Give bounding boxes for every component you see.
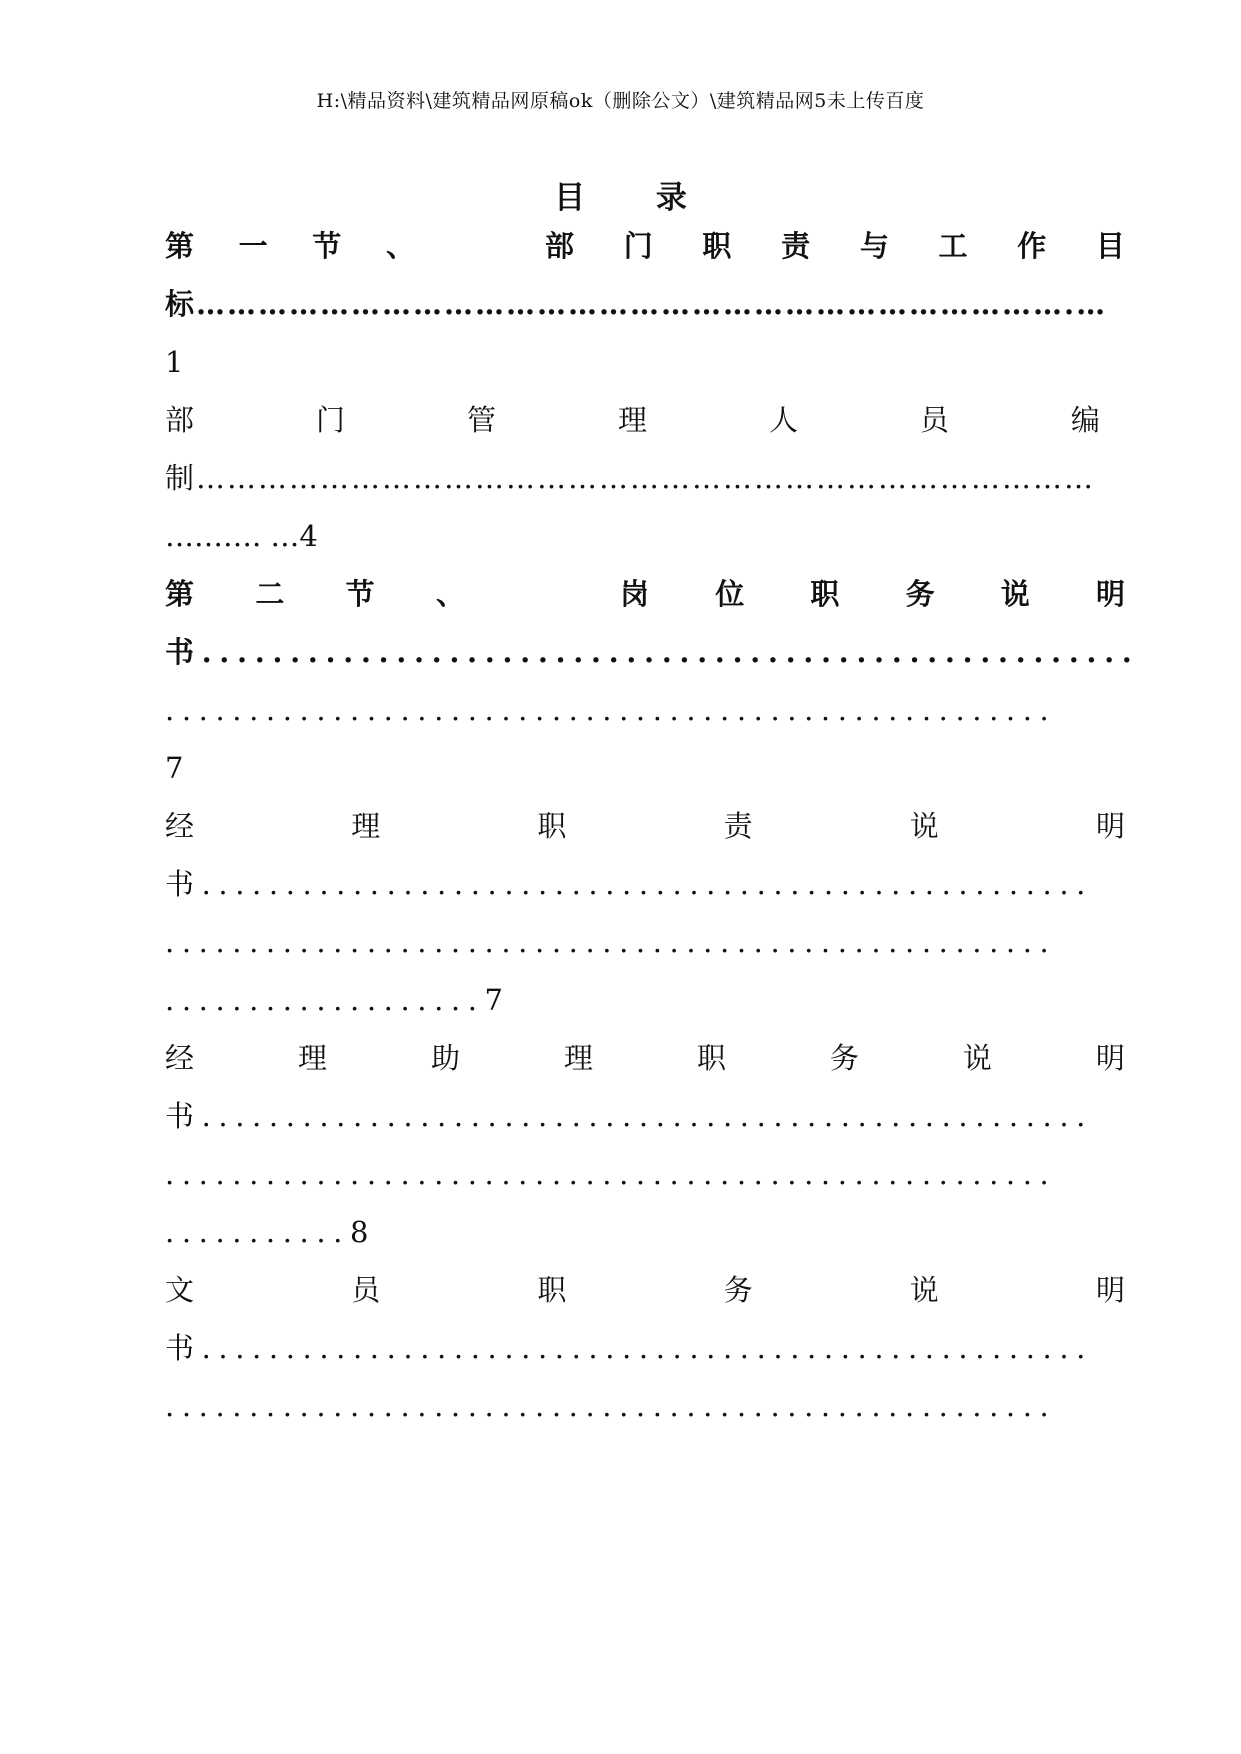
toc-char: 文: [165, 1273, 195, 1307]
toc-char: 目: [1095, 229, 1125, 263]
toc-char: 说: [962, 1041, 992, 1075]
toc-entry-4-line-1[interactable]: [165, 1270, 1165, 1310]
toc-section-2-line-3: [165, 690, 1165, 730]
toc-char: 管: [466, 403, 496, 437]
toc-leader-page: ...........8: [165, 1215, 377, 1249]
toc-char: 说: [909, 1273, 939, 1307]
toc-leader: 书.....................................................: [165, 1331, 1093, 1365]
toc-leader: 书.....................................................: [165, 867, 1093, 901]
page-title: 目 录: [554, 180, 717, 216]
toc-entry-1-line-1[interactable]: [165, 400, 1165, 440]
toc-char: 明: [1095, 809, 1125, 843]
toc-char: 责: [723, 809, 753, 843]
toc-entry-1-line-2: [165, 458, 1165, 498]
toc-char: 节: [345, 577, 375, 611]
toc-char: 明: [1095, 1273, 1125, 1307]
toc-char: 理: [351, 809, 381, 843]
toc-section-2-line-1[interactable]: [165, 574, 1165, 614]
toc-char: 节: [312, 229, 342, 263]
toc-leader: 书.....................................................: [165, 635, 1140, 669]
toc-entry-3-line-4: [165, 1212, 1165, 1252]
toc-leader: .....................................................: [165, 693, 1057, 727]
toc-char: 第: [165, 229, 195, 263]
toc-leader: .....................................................: [165, 925, 1057, 959]
toc-leader-page: ...................7: [165, 983, 511, 1017]
toc-char: 经: [165, 809, 195, 843]
toc-char: 说: [1000, 577, 1030, 611]
toc-char: 二: [255, 577, 285, 611]
toc-char: 门: [623, 229, 653, 263]
toc-char: 门: [315, 403, 345, 437]
toc-leader: 标………………………………………………………………………….…: [165, 287, 1108, 321]
toc-char: 、: [385, 229, 415, 263]
toc-entry-4-line-2: [165, 1328, 1165, 1368]
toc-section-1-line-1[interactable]: [165, 226, 1165, 266]
toc-char: 明: [1095, 1041, 1125, 1075]
toc-leader: .....................................................: [165, 1157, 1057, 1191]
toc-char: 职: [702, 229, 732, 263]
toc-char: 岗: [620, 577, 650, 611]
toc-section-2-page: 7: [165, 751, 184, 785]
toc-entry-2-line-4: [165, 980, 1165, 1020]
toc-entry-1-line-3: [165, 516, 1165, 556]
toc-char: 一: [238, 229, 268, 263]
toc-char: 部: [165, 403, 195, 437]
toc-section-1-page: 1: [165, 345, 184, 379]
toc-char: 员: [351, 1273, 381, 1307]
toc-char: 职: [537, 809, 567, 843]
toc-entry-3-line-3: [165, 1154, 1165, 1194]
toc-entry-2-line-1[interactable]: [165, 806, 1165, 846]
toc-char: 务: [829, 1041, 859, 1075]
toc-char: 职: [537, 1273, 567, 1307]
toc-char: 助: [430, 1041, 460, 1075]
toc-entry-4-line-3: [165, 1386, 1165, 1426]
toc-char: 务: [905, 577, 935, 611]
toc-entry-2-line-2: [165, 864, 1165, 904]
toc-leader: 书.....................................................: [165, 1099, 1093, 1133]
toc-char: 务: [723, 1273, 753, 1307]
toc-char: 经: [165, 1041, 195, 1075]
toc-char: 编: [1070, 403, 1100, 437]
toc-section-2-line-2: [165, 632, 1165, 672]
toc-entry-3-line-1[interactable]: [165, 1038, 1165, 1078]
toc-leader: 制……………………………………………………………………………: [165, 461, 1096, 495]
toc-char: 责: [781, 229, 811, 263]
toc-char: 员: [919, 403, 949, 437]
toc-char: 理: [563, 1041, 593, 1075]
toc-char: 位: [715, 577, 745, 611]
toc-entry-3-line-2: [165, 1096, 1165, 1136]
toc-char: 工: [938, 229, 968, 263]
toc-char: 职: [696, 1041, 726, 1075]
toc-char: 作: [1017, 229, 1047, 263]
toc-char: 理: [617, 403, 647, 437]
toc-char: 第: [165, 577, 195, 611]
toc-leader-page: ………. …4: [165, 519, 318, 553]
toc-char: 、: [435, 577, 465, 611]
file-path-header: H:\精品资料\建筑精品网原稿ok（删除公文）\建筑精品网5未上传百度: [316, 90, 925, 112]
toc-char: 职: [810, 577, 840, 611]
toc-char: 明: [1095, 577, 1125, 611]
toc-leader: .....................................................: [165, 1389, 1057, 1423]
toc-section-1-line-2: [165, 284, 1165, 324]
toc-char: 与: [859, 229, 889, 263]
toc-entry-2-line-3: [165, 922, 1165, 962]
toc-char: 理: [297, 1041, 327, 1075]
toc-char: 人: [768, 403, 798, 437]
toc-char: 说: [909, 809, 939, 843]
toc-char: 部: [545, 229, 575, 263]
